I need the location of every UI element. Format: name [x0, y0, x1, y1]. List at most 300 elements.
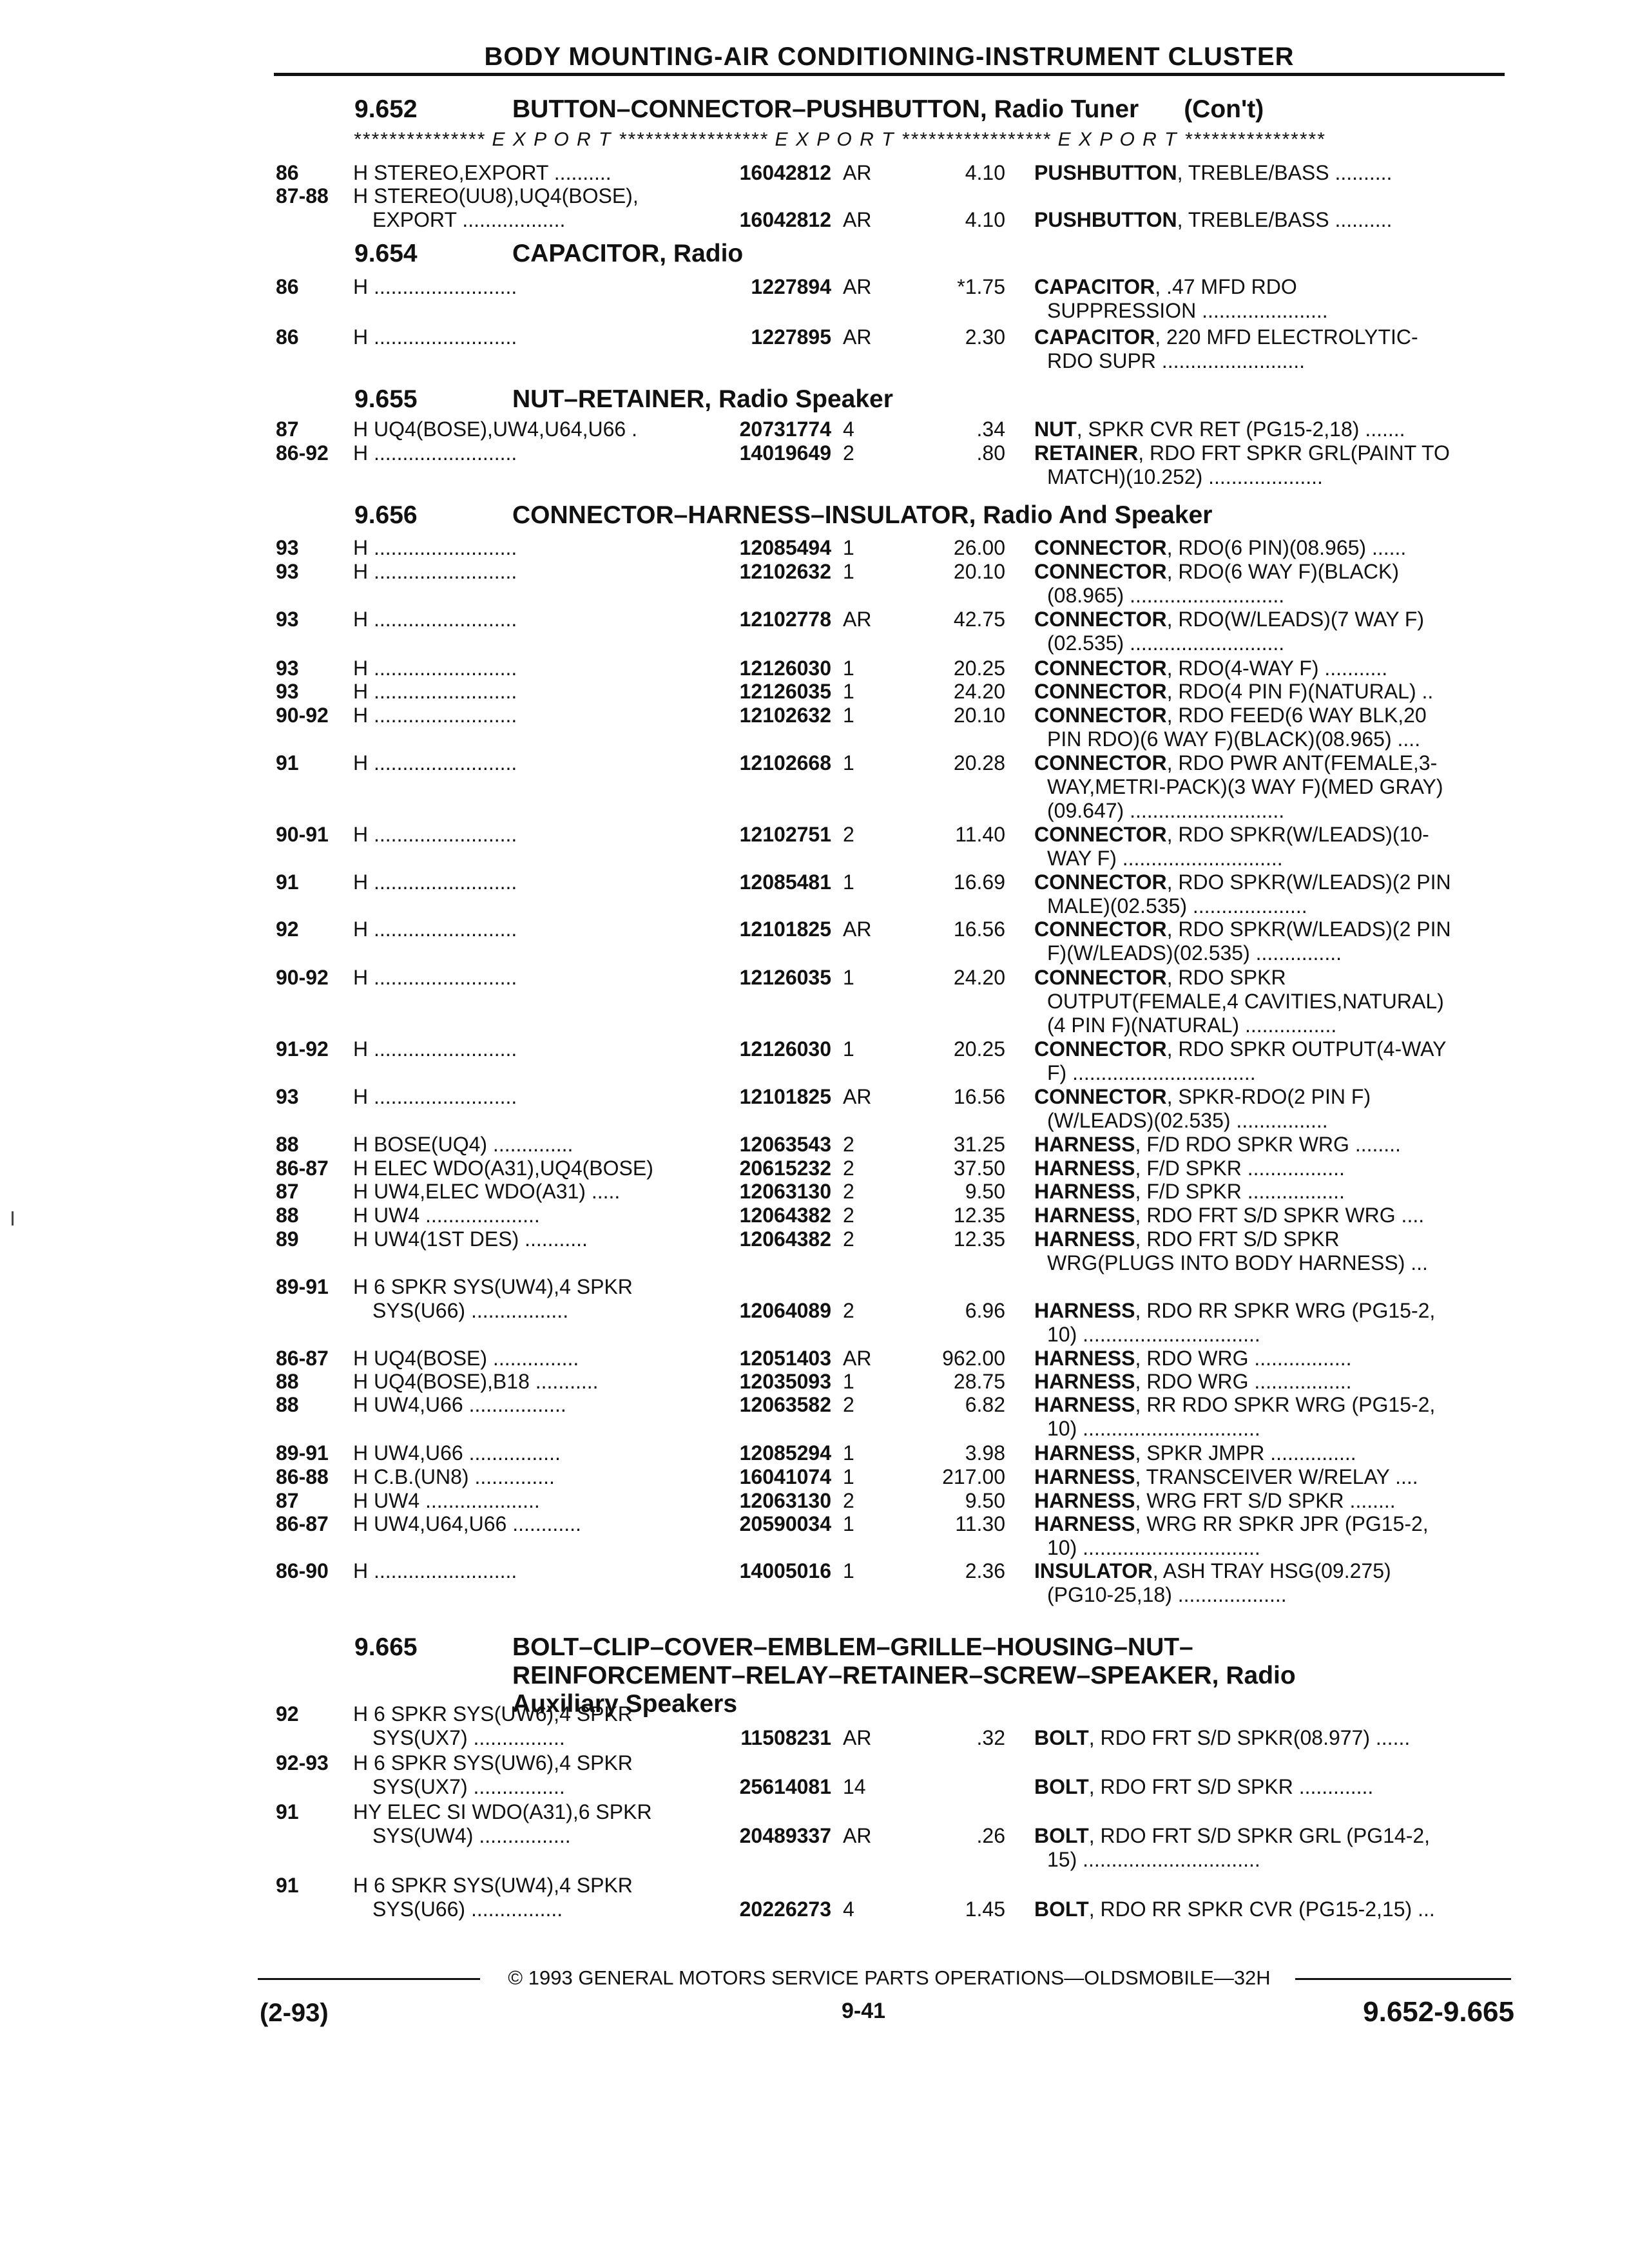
part-noun: HARNESS: [1034, 1204, 1135, 1227]
usage-description: SYS(U66) ................: [372, 1898, 563, 1921]
list-price: 16.69: [953, 870, 1005, 894]
part-name-description: [1034, 751, 1505, 775]
part-noun: CONNECTOR: [1034, 536, 1167, 559]
part-name-description: WRG(PLUGS INTO BODY HARNESS) ...: [1047, 1251, 1428, 1274]
part-name-description: [1034, 560, 1505, 584]
usage-description: H 6 SPKR SYS(UW6),4 SPKR: [353, 1751, 633, 1774]
part-number: 20489337: [739, 1824, 831, 1847]
usage-description: H UQ4(BOSE) ...............: [353, 1347, 579, 1370]
part-noun: PUSHBUTTON: [1034, 161, 1177, 184]
usage-description: H .........................: [353, 704, 517, 727]
export-band: *************** E X P O R T ***************** E X P O R T ***************** E X P O R T ****************: [353, 129, 1325, 150]
list-price: 20.10: [953, 704, 1005, 727]
quantity: 1: [843, 680, 854, 703]
part-name-description: (08.965) ...........................: [1047, 584, 1285, 607]
usage-description: SYS(UX7) ................: [372, 1726, 565, 1749]
part-modifier: , WRG RR SPKR JPR (PG15-2,: [1135, 1512, 1429, 1535]
part-modifier: , SPKR JMPR ...............: [1135, 1441, 1356, 1465]
part-noun: CONNECTOR: [1034, 680, 1167, 703]
part-name-description: [1034, 704, 1505, 727]
part-modifier: , RDO FEED(6 WAY BLK,20: [1166, 704, 1427, 727]
part-modifier: , F/D SPKR .................: [1135, 1157, 1345, 1180]
part-name-description: [1034, 208, 1505, 232]
usage-description: H .........................: [353, 1037, 517, 1061]
quantity: 2: [843, 1489, 854, 1512]
part-name-description: WAY F) ............................: [1047, 847, 1283, 870]
part-number: 20731774: [739, 418, 831, 441]
quantity: 14: [843, 1775, 866, 1798]
list-price: 6.82: [965, 1393, 1005, 1416]
part-noun: HARNESS: [1034, 1393, 1135, 1416]
model-years: 86-90: [276, 1559, 329, 1582]
part-name-description: [1034, 275, 1505, 299]
page-title: BODY MOUNTING-AIR CONDITIONING-INSTRUMENT CLUSTER: [484, 43, 1295, 71]
usage-description: EXPORT ..................: [372, 208, 566, 231]
part-modifier: , RDO RR SPKR CVR (PG15-2,15) ...: [1088, 1898, 1435, 1921]
part-noun: INSULATOR: [1034, 1559, 1153, 1582]
section-title-text: CONNECTOR–HARNESS–INSULATOR, Radio And Speaker: [512, 501, 1213, 529]
list-price: 1.45: [965, 1898, 1005, 1921]
model-years: 91: [276, 751, 299, 774]
quantity: 1: [843, 1512, 854, 1535]
part-number: 12063130: [739, 1180, 831, 1203]
list-price: 2.36: [965, 1559, 1005, 1582]
list-price: .34: [976, 418, 1005, 441]
part-modifier: , 220 MFD ELECTROLYTIC-: [1155, 325, 1418, 349]
model-years: 86-87: [276, 1347, 329, 1370]
model-years: 93: [276, 608, 299, 631]
list-price: .26: [976, 1824, 1005, 1847]
part-number: 12063130: [739, 1489, 831, 1512]
title-rule: [274, 73, 1505, 76]
part-modifier: , RDO FRT S/D SPKR .............: [1088, 1775, 1374, 1798]
section-title: [512, 501, 1505, 530]
usage-description: H .........................: [353, 657, 517, 680]
part-noun: HARNESS: [1034, 1180, 1135, 1203]
part-noun: CONNECTOR: [1034, 823, 1167, 846]
part-name-description: [1034, 1441, 1505, 1465]
quantity: 2: [843, 1227, 854, 1251]
model-years: 88: [276, 1204, 299, 1227]
part-name-description: [1034, 1465, 1505, 1489]
quantity: AR: [843, 1085, 872, 1108]
model-years: 93: [276, 1085, 299, 1108]
part-name-description: [1034, 325, 1505, 349]
part-noun: CONNECTOR: [1034, 560, 1167, 583]
part-number: 14005016: [739, 1559, 831, 1582]
quantity: 4: [843, 418, 854, 441]
part-name-description: [1034, 536, 1505, 560]
model-years: 91-92: [276, 1037, 329, 1061]
part-noun: HARNESS: [1034, 1157, 1135, 1180]
part-noun: CONNECTOR: [1034, 870, 1167, 894]
model-years: 89-91: [276, 1275, 329, 1298]
usage-description: H C.B.(UN8) ..............: [353, 1465, 555, 1488]
part-name-description: [1034, 680, 1505, 704]
part-noun: BOLT: [1034, 1726, 1089, 1749]
footer-rule-left: [258, 1978, 480, 1980]
usage-description: H .........................: [353, 275, 517, 298]
part-modifier: , WRG FRT S/D SPKR ........: [1135, 1489, 1396, 1512]
part-name-description: [1034, 1180, 1505, 1204]
part-number: 12126030: [739, 1037, 831, 1061]
part-number: 16042812: [739, 161, 831, 184]
list-price: 42.75: [953, 608, 1005, 631]
footer-page-number: 9-41: [841, 1999, 886, 2023]
part-number: 12102632: [739, 704, 831, 727]
part-noun: CONNECTOR: [1034, 918, 1167, 941]
part-modifier: , SPKR CVR RET (PG15-2,18) .......: [1076, 418, 1405, 441]
section-title-text: BOLT–CLIP–COVER–EMBLEM–GRILLE–HOUSING–NUT–: [512, 1633, 1193, 1661]
model-years: 88: [276, 1393, 299, 1416]
part-name-description: (W/LEADS)(02.535) ................: [1047, 1109, 1328, 1132]
list-price: 24.20: [953, 966, 1005, 989]
section-title-text: NUT–RETAINER, Radio Speaker: [512, 385, 893, 413]
part-modifier: , RDO FRT S/D SPKR(08.977) ......: [1088, 1726, 1411, 1749]
section-number: 9.655: [354, 385, 418, 413]
part-name-description: MALE)(02.535) ....................: [1047, 894, 1307, 918]
part-number: 12126030: [739, 657, 831, 680]
section-title-text: CAPACITOR, Radio: [512, 240, 744, 267]
part-noun: NUT: [1034, 418, 1077, 441]
part-name-description: [1034, 657, 1505, 680]
part-number: 16041074: [739, 1465, 831, 1488]
quantity: 1: [843, 1465, 854, 1488]
footer-section-range: 9.652-9.665: [1363, 1996, 1514, 2028]
usage-description: H 6 SPKR SYS(UW4),4 SPKR: [353, 1275, 633, 1298]
part-name-description: [1034, 608, 1505, 631]
part-number: 11508231: [740, 1726, 831, 1749]
quantity: 1: [843, 1441, 854, 1465]
footer-date: (2-93): [260, 1999, 329, 2027]
part-modifier: , RDO SPKR(W/LEADS)(2 PIN: [1166, 870, 1451, 894]
part-noun: HARNESS: [1034, 1347, 1135, 1370]
part-number: 12063543: [739, 1133, 831, 1156]
part-number: 14019649: [739, 441, 831, 465]
part-name-description: [1034, 1299, 1505, 1323]
part-name-description: PIN RDO)(6 WAY F)(BLACK)(08.965) ....: [1047, 727, 1421, 751]
list-price: .80: [976, 441, 1005, 465]
quantity: 1: [843, 966, 854, 989]
quantity: 2: [843, 1157, 854, 1180]
part-modifier: , RR RDO SPKR WRG (PG15-2,: [1135, 1393, 1436, 1416]
part-name-description: [1034, 1037, 1505, 1061]
quantity: 1: [843, 1559, 854, 1582]
part-noun: CONNECTOR: [1034, 657, 1167, 680]
part-modifier: , RDO FRT S/D SPKR: [1135, 1227, 1340, 1251]
quantity: 2: [843, 441, 854, 465]
part-noun: BOLT: [1034, 1775, 1089, 1798]
list-price: 12.35: [953, 1227, 1005, 1251]
part-name-description: [1034, 1085, 1505, 1109]
section-continued: (Con't): [1184, 95, 1264, 123]
part-name-description: 10) ...............................: [1047, 1417, 1260, 1440]
part-number: 20615232: [739, 1157, 831, 1180]
part-number: 12085294: [739, 1441, 831, 1465]
list-price: 9.50: [965, 1180, 1005, 1203]
part-modifier: , ASH TRAY HSG(09.275): [1152, 1559, 1391, 1582]
quantity: AR: [843, 1824, 872, 1847]
part-name-description: 15) ...............................: [1047, 1848, 1260, 1871]
part-modifier: , RDO RR SPKR WRG (PG15-2,: [1135, 1299, 1436, 1322]
part-number: 12064089: [739, 1299, 831, 1322]
part-name-description: [1034, 1370, 1505, 1394]
part-modifier: , RDO FRT SPKR GRL(PAINT TO: [1138, 441, 1450, 465]
section-number: 9.656: [354, 501, 418, 529]
list-price: 20.10: [953, 560, 1005, 583]
part-number: 12102632: [739, 560, 831, 583]
list-price: 2.30: [965, 325, 1005, 349]
part-name-description: [1034, 1898, 1505, 1921]
part-modifier: , .47 MFD RDO: [1155, 275, 1297, 298]
section-title-line2: REINFORCEMENT–RELAY–RETAINER–SCREW–SPEAKER, Radio: [512, 1662, 1296, 1689]
usage-description: H .........................: [353, 536, 517, 559]
part-name-description: (PG10-25,18) ...................: [1047, 1583, 1287, 1606]
part-name-description: F)(W/LEADS)(02.535) ...............: [1047, 941, 1342, 965]
part-name-description: (4 PIN F)(NATURAL) ................: [1047, 1014, 1337, 1037]
quantity: AR: [843, 608, 872, 631]
list-price: 24.20: [953, 680, 1005, 703]
part-noun: HARNESS: [1034, 1465, 1135, 1488]
part-noun: CONNECTOR: [1034, 1037, 1167, 1061]
part-number: 1227894: [751, 275, 831, 298]
part-name-description: 10) ...............................: [1047, 1323, 1260, 1346]
section-title: [512, 95, 1505, 124]
quantity: AR: [843, 208, 872, 231]
usage-description: H .........................: [353, 823, 517, 846]
part-modifier: , SPKR-RDO(2 PIN F): [1166, 1085, 1371, 1108]
model-years: 91: [276, 1874, 299, 1897]
quantity: AR: [843, 275, 872, 298]
usage-description: SYS(UW4) ................: [372, 1824, 571, 1847]
part-name-description: [1034, 161, 1505, 185]
part-name-description: (09.647) ...........................: [1047, 799, 1285, 822]
list-price: .32: [976, 1726, 1005, 1749]
part-number: 12063582: [739, 1393, 831, 1416]
usage-description: H UW4,ELEC WDO(A31) .....: [353, 1180, 621, 1203]
quantity: 2: [843, 1393, 854, 1416]
model-years: 86-87: [276, 1157, 329, 1180]
part-name-description: 10) ...............................: [1047, 1536, 1260, 1559]
list-price: 217.00: [942, 1465, 1005, 1488]
part-name-description: [1034, 1133, 1505, 1157]
part-name-description: [1034, 1393, 1505, 1417]
usage-description: H UQ4(BOSE),B18 ...........: [353, 1370, 599, 1393]
part-noun: HARNESS: [1034, 1299, 1135, 1322]
part-name-description: [1034, 1824, 1505, 1848]
part-noun: CAPACITOR: [1034, 325, 1155, 349]
usage-description: H .........................: [353, 1559, 517, 1582]
part-modifier: , RDO SPKR: [1166, 966, 1286, 989]
part-noun: HARNESS: [1034, 1133, 1135, 1156]
list-price: 9.50: [965, 1489, 1005, 1512]
part-noun: CAPACITOR: [1034, 275, 1155, 298]
part-name-description: RDO SUPR .........................: [1047, 349, 1306, 372]
part-name-description: [1034, 1726, 1505, 1750]
part-name-description: SUPPRESSION ......................: [1047, 299, 1328, 322]
part-number: 12085494: [739, 536, 831, 559]
part-name-description: [1034, 1489, 1505, 1513]
quantity: 1: [843, 1370, 854, 1393]
list-price: 11.30: [955, 1512, 1005, 1535]
usage-description: H STEREO(UU8),UQ4(BOSE),: [353, 184, 639, 207]
part-modifier: , F/D SPKR .................: [1135, 1180, 1345, 1203]
list-price: 3.98: [965, 1441, 1005, 1465]
part-modifier: , RDO(6 PIN)(08.965) ......: [1166, 536, 1407, 559]
part-noun: PUSHBUTTON: [1034, 208, 1177, 231]
model-years: 90-92: [276, 966, 329, 989]
quantity: 2: [843, 1180, 854, 1203]
usage-description: SYS(UX7) ................: [372, 1775, 565, 1798]
list-price: 37.50: [953, 1157, 1005, 1180]
part-name-description: [1034, 1512, 1505, 1536]
quantity: 1: [843, 704, 854, 727]
part-name-description: [1034, 1227, 1505, 1251]
usage-description: H .........................: [353, 441, 517, 465]
model-years: 88: [276, 1370, 299, 1393]
part-name-description: F) ................................: [1047, 1061, 1256, 1084]
quantity: 1: [843, 751, 854, 774]
usage-description: H .........................: [353, 325, 517, 349]
part-number: 12101825: [739, 918, 831, 941]
part-noun: HARNESS: [1034, 1370, 1135, 1393]
quantity: 2: [843, 1299, 854, 1322]
model-years: 93: [276, 680, 299, 703]
model-years: 93: [276, 560, 299, 583]
part-modifier: , TRANSCEIVER W/RELAY ....: [1135, 1465, 1418, 1488]
list-price: 20.25: [953, 1037, 1005, 1061]
part-name-description: (02.535) ...........................: [1047, 631, 1285, 655]
usage-description: H UQ4(BOSE),UW4,U64,U66 .: [353, 418, 637, 441]
quantity: 1: [843, 560, 854, 583]
model-years: 86: [276, 161, 299, 184]
part-number: 12051403: [739, 1347, 831, 1370]
part-modifier: , RDO(4 PIN F)(NATURAL) ..: [1166, 680, 1434, 703]
part-noun: RETAINER: [1034, 441, 1139, 465]
quantity: 1: [843, 536, 854, 559]
part-modifier: , RDO WRG .................: [1135, 1370, 1352, 1393]
usage-description: H .........................: [353, 608, 517, 631]
model-years: 87-88: [276, 184, 329, 207]
part-noun: CONNECTOR: [1034, 751, 1167, 774]
list-price: 16.56: [953, 918, 1005, 941]
part-number: 12126035: [739, 966, 831, 989]
quantity: AR: [843, 325, 872, 349]
part-number: 12101825: [739, 1085, 831, 1108]
part-name-description: [1034, 1775, 1505, 1799]
model-years: 86: [276, 325, 299, 349]
part-modifier: , RDO SPKR(W/LEADS)(10-: [1166, 823, 1429, 846]
usage-description: H BOSE(UQ4) ..............: [353, 1133, 574, 1156]
part-name-description: [1034, 918, 1505, 941]
list-price: 11.40: [955, 823, 1005, 846]
footer-rule-right: [1295, 1978, 1511, 1980]
part-modifier: , RDO PWR ANT(FEMALE,3-: [1166, 751, 1438, 774]
part-number: 12085481: [739, 870, 831, 894]
part-modifier: , RDO SPKR(W/LEADS)(2 PIN: [1166, 918, 1451, 941]
usage-description: H 6 SPKR SYS(UW6),4 SPKR: [353, 1702, 633, 1725]
list-price: 20.25: [953, 657, 1005, 680]
model-years: 89-91: [276, 1441, 329, 1465]
quantity: AR: [843, 918, 872, 941]
model-years: 93: [276, 536, 299, 559]
model-years: 91: [276, 870, 299, 894]
usage-description: H UW4,U64,U66 ............: [353, 1512, 581, 1535]
part-number: 16042812: [739, 208, 831, 231]
part-modifier: , RDO WRG .................: [1135, 1347, 1352, 1370]
part-name-description: [1034, 1347, 1505, 1370]
quantity: AR: [843, 1726, 872, 1749]
usage-description: H UW4 ....................: [353, 1489, 540, 1512]
model-years: 88: [276, 1133, 299, 1156]
part-noun: CONNECTOR: [1034, 1085, 1167, 1108]
usage-description: H .........................: [353, 751, 517, 774]
list-price: 12.35: [953, 1204, 1005, 1227]
part-number: 12102778: [739, 608, 831, 631]
list-price: 20.28: [953, 751, 1005, 774]
usage-description: HY ELEC SI WDO(A31),6 SPKR: [353, 1800, 652, 1823]
section-number: 9.654: [354, 240, 418, 267]
model-years: 92-93: [276, 1751, 329, 1774]
part-name-description: [1034, 1204, 1505, 1227]
list-price: 4.10: [965, 161, 1005, 184]
list-price: 31.25: [953, 1133, 1005, 1156]
section-title-line3: Auxiliary Speakers: [512, 1690, 738, 1718]
quantity: 1: [843, 1037, 854, 1061]
part-noun: BOLT: [1034, 1898, 1089, 1921]
list-price: *1.75: [957, 275, 1005, 298]
part-modifier: , TREBLE/BASS ..........: [1177, 161, 1393, 184]
list-price: 26.00: [953, 536, 1005, 559]
quantity: 1: [843, 657, 854, 680]
part-name-description: [1034, 870, 1505, 894]
part-noun: HARNESS: [1034, 1512, 1135, 1535]
section-title: [512, 240, 1505, 268]
usage-description: H .........................: [353, 1085, 517, 1108]
section-title: [512, 385, 1505, 414]
part-number: 12064382: [739, 1204, 831, 1227]
part-noun: BOLT: [1034, 1824, 1089, 1847]
usage-description: SYS(U66) .................: [372, 1299, 569, 1322]
part-modifier: , TREBLE/BASS ..........: [1177, 208, 1393, 231]
part-name-description: WAY,METRI-PACK)(3 WAY F)(MED GRAY): [1047, 775, 1443, 798]
usage-description: H .........................: [353, 918, 517, 941]
model-years: 93: [276, 657, 299, 680]
section-number: 9.665: [354, 1633, 418, 1661]
part-noun: CONNECTOR: [1034, 704, 1167, 727]
usage-description: H 6 SPKR SYS(UW4),4 SPKR: [353, 1874, 633, 1897]
usage-description: H UW4 ....................: [353, 1204, 540, 1227]
part-modifier: , RDO(4-WAY F) ...........: [1166, 657, 1388, 680]
list-price: 4.10: [965, 208, 1005, 231]
part-number: 1227895: [751, 325, 831, 349]
usage-description: H UW4,U66 ................: [353, 1441, 561, 1465]
list-price: 28.75: [953, 1370, 1005, 1393]
part-noun: HARNESS: [1034, 1227, 1135, 1251]
footer-copyright: © 1993 GENERAL MOTORS SERVICE PARTS OPERATIONS—OLDSMOBILE—32H: [508, 1966, 1271, 1989]
part-noun: CONNECTOR: [1034, 608, 1167, 631]
part-modifier: , RDO FRT S/D SPKR GRL (PG14-2,: [1088, 1824, 1431, 1847]
model-years: 90-91: [276, 823, 329, 846]
part-noun: CONNECTOR: [1034, 966, 1167, 989]
model-years: 86-87: [276, 1512, 329, 1535]
usage-description: H UW4(1ST DES) ...........: [353, 1227, 588, 1251]
model-years: 89: [276, 1227, 299, 1251]
model-years: 87: [276, 1180, 299, 1203]
part-number: 25614081: [739, 1775, 831, 1798]
quantity: 1: [843, 870, 854, 894]
usage-description: H .........................: [353, 560, 517, 583]
